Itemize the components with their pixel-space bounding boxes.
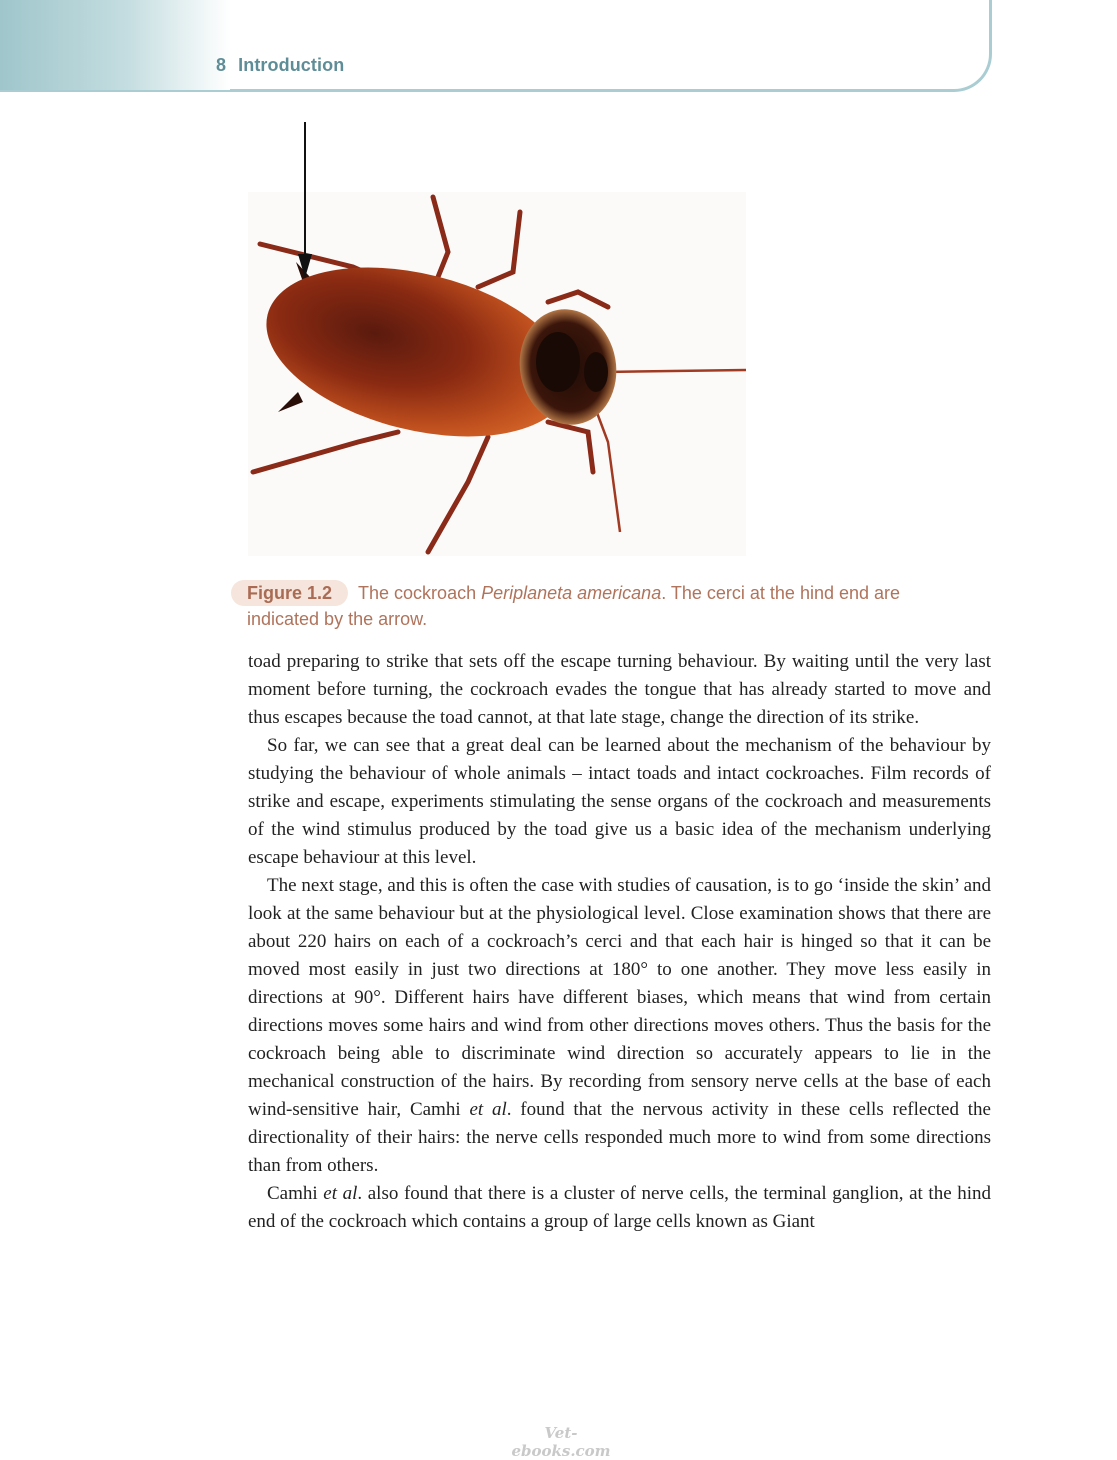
paragraph-3 (248, 872, 991, 1180)
header-tab-gradient (0, 0, 230, 90)
section-title: Introduction (238, 55, 345, 75)
body-text (248, 648, 991, 1236)
running-header (216, 55, 344, 76)
caption-text-start: The cockroach (358, 583, 482, 603)
paragraph-4-italic: et al (323, 1183, 358, 1204)
paragraph-4 (248, 1180, 991, 1236)
figure-label: Figure 1.2 (231, 580, 348, 606)
caption-species-name: Periplaneta americana (481, 583, 662, 603)
footer-watermark: Vet-ebooks.com (511, 1424, 611, 1460)
paragraph-3-text-b: . found that the nervous activity in these cells reflected the directionality of their hairs: the nerve cells responded much more to wind from some directions than from others. (248, 1099, 991, 1176)
paragraph-2: So far, we can see that a great deal can be learned about the mechanism of the behaviour by studying the behaviour of whole animals – intact toads and intact cockroaches. Film records of strike and escape, experiments stimulating the sense organs of the cockroach and measurements of the wind stimulus produced by the toad give us a basic idea of the mechanism underlying escape behaviour at this level. (248, 735, 991, 868)
arrow-indicator (290, 122, 320, 282)
caption-text-end: . The cerci at the hind end are indicated by the arrow. (247, 583, 901, 629)
paragraph-3-italic: et al (469, 1099, 507, 1120)
cockroach-photo (248, 192, 746, 556)
paragraph-1: toad preparing to strike that sets off the escape turning behaviour. By waiting until the very last moment before turning, the cockroach evades the tongue that has already started to move and thus escapes because the toad cannot, at that late stage, change the direction of its strike. (248, 651, 991, 728)
paragraph-4-text-b: . also found that there is a cluster of nerve cells, the terminal ganglion, at the hind end of the cockroach which contains a group of large cells known as Giant (248, 1183, 992, 1232)
paragraph-3-text-a: The next stage, and this is often the case with studies of causation, is to go ‘inside the skin’ and look at the same behaviour but at the physiological level. Close examination shows that there are about 220 hairs on each of a cockroach’s cerci and that each hair is hinged so that it can be moved most easily in just two directions at 180° to one another. They move less easily in directions at 90°. Different hairs have different biases, which means that wind from certain directions moves some hairs and wind from other directions moves others. Thus the basis for the cockroach being able to discriminate wind direction so accurately appears to lie in the mechanical construction of the hairs. By recording from sensory nerve cells at the base of each wind-sensitive hair, Camhi (248, 875, 991, 1120)
paragraph-4-text-a: Camhi (267, 1183, 324, 1204)
figure-caption (247, 580, 947, 632)
cockroach-illustration (248, 192, 746, 556)
page-number: 8 (216, 55, 227, 75)
